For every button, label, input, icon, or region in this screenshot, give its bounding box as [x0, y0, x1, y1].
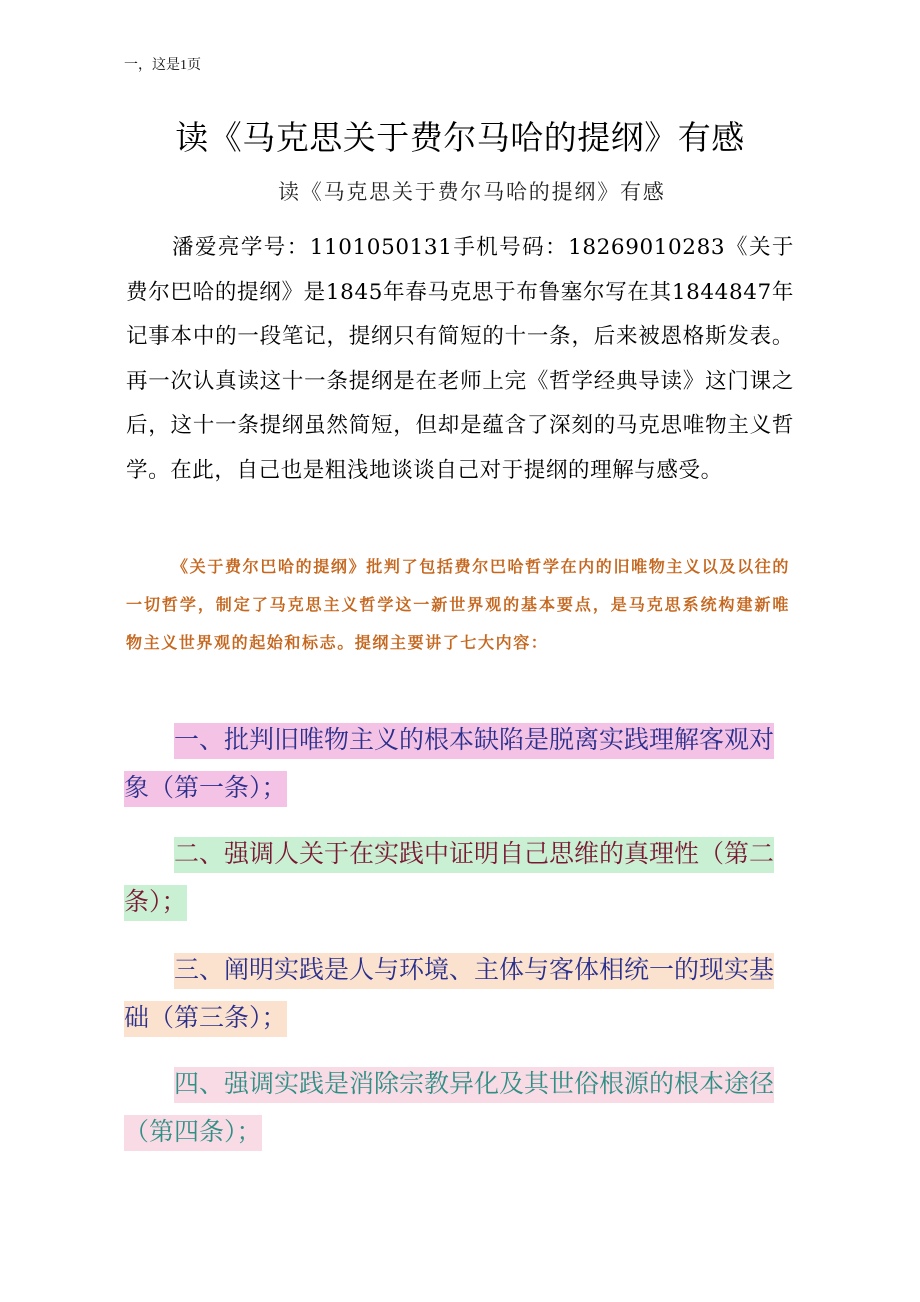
document-subtitle: 读《马克思关于费尔马哈的提纲》有感 — [278, 180, 666, 204]
point-2 — [124, 830, 794, 926]
document-title: 读《马克思关于费尔马哈的提纲》有感 — [175, 118, 745, 157]
point-3-text: 三、阐明实践是人与环境、主体与客体相统一的现实基础（第三条）； — [124, 953, 774, 1037]
summary-paragraph: 《关于费尔巴哈的提纲》批判了包括费尔巴哈哲学在内的旧唯物主义以及以往的一切哲学，制定了马克思主义哲学这一新世界观的基本要点，是马克思系统构建新唯物主义世界观的起始和标志。提纲主要讲了七大内容： — [126, 557, 790, 652]
point-1 — [124, 716, 794, 812]
point-3 — [124, 946, 794, 1042]
point-4 — [124, 1060, 794, 1156]
point-4-text: 四、强调实践是消除宗教异化及其世俗根源的根本途径（第四条）； — [124, 1067, 774, 1151]
intro-paragraph: 潘爱亮学号：1101050131手机号码：18269010283《关于费尔巴哈的提纲》是1845年春马克思于布鲁塞尔写在其1844847年记事本中的一段笔记，提纲只有简短的十一条，后来被恩格斯发表。再一次认真读这十一条提纲是在老师上完《哲学经典导读》这门课之后，这十一条提纲虽然简短，但却是蕴含了深刻的马克思唯物主义哲学。在此，自己也是粗浅地谈谈自己对于提纲的理解与感受。 — [126, 235, 794, 483]
point-1-text: 一、批判旧唯物主义的根本缺陷是脱离实践理解客观对象（第一条）； — [124, 723, 774, 807]
page-header: 一，这是1页 — [124, 58, 201, 73]
point-2-text: 二、强调人关于在实践中证明自己思维的真理性（第二条）； — [124, 837, 774, 921]
